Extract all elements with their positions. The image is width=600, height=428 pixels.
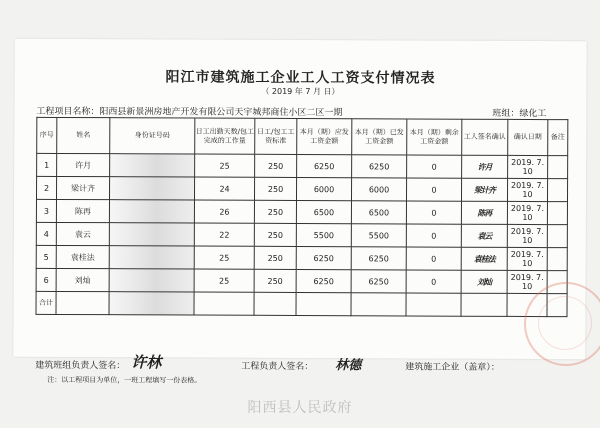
- cell-remark: [547, 202, 567, 225]
- cell-due: 6500: [296, 200, 351, 223]
- cell-rate: 250: [254, 223, 296, 246]
- table-row: [36, 176, 567, 201]
- cell-date: 2019. 7. 10: [507, 270, 547, 293]
- cell-signature: 梁计齐: [461, 178, 507, 201]
- cell-no: 4: [36, 222, 56, 245]
- table-row: [36, 199, 567, 224]
- cell-name: 袁云: [56, 222, 109, 245]
- cell-remain: 0: [407, 155, 462, 178]
- cell-days: 25: [194, 269, 254, 292]
- cell-remark: [548, 156, 568, 179]
- cell-due: 6250: [297, 154, 352, 177]
- cell-days: 22: [194, 223, 254, 246]
- table-total-row: [36, 291, 567, 316]
- cell-remain: 0: [406, 247, 461, 270]
- project-line: [36, 104, 342, 118]
- document-sheet: [13, 39, 586, 385]
- company-seal-stamp: [524, 282, 600, 366]
- cell-empty: [254, 292, 296, 315]
- cell-remark: [547, 225, 567, 248]
- cell-remain: 0: [406, 224, 461, 247]
- cell-empty: [461, 293, 507, 316]
- team-name: 绿化工: [519, 108, 547, 120]
- team-leader-signature: 许林: [131, 353, 162, 372]
- cell-days: 25: [194, 246, 254, 269]
- header-remark: 备注: [548, 120, 568, 156]
- table-row: [36, 268, 567, 293]
- cell-remain: 0: [406, 270, 461, 293]
- cell-empty: [351, 293, 406, 316]
- cell-paid: 6000: [351, 178, 406, 201]
- cell-due: 6250: [296, 269, 351, 292]
- team-label: 班组：: [492, 108, 520, 119]
- cell-name: 陈再: [56, 199, 109, 222]
- cell-empty: [194, 292, 254, 315]
- cell-total-label: 合计: [36, 291, 56, 314]
- header-due: 本月（期）应发工资金额: [297, 118, 352, 154]
- cell-signature: 许月: [462, 155, 508, 178]
- cell-name: 许月: [57, 153, 110, 176]
- project-label: 工程项目名称：: [36, 106, 100, 118]
- cell-rate: 250: [254, 246, 296, 269]
- cell-no: 6: [36, 268, 56, 291]
- cell-rate: 250: [255, 154, 297, 177]
- cell-date: 2019. 7. 10: [507, 247, 547, 270]
- wage-table: [35, 117, 568, 317]
- header-name: 姓名: [57, 117, 110, 153]
- cell-no: 1: [37, 153, 57, 176]
- cell-due: 6250: [296, 246, 351, 269]
- watermark-text: 阳西县人民政府: [247, 400, 353, 416]
- cell-paid: 6250: [351, 247, 406, 270]
- cell-no: 2: [36, 176, 56, 199]
- cell-days: 24: [194, 177, 254, 200]
- cell-days: 26: [194, 200, 254, 223]
- cell-id-redacted: [109, 292, 194, 315]
- header-rate: 日工/包工工资标准: [255, 118, 297, 154]
- cell-signature: 陈再: [461, 201, 507, 224]
- header-no: 序号: [37, 117, 57, 153]
- cell-remark: [547, 179, 567, 202]
- cell-id-redacted: [110, 154, 195, 177]
- cell-date: 2019. 7. 10: [507, 201, 547, 224]
- cell-signature: 袁桂法: [461, 247, 507, 270]
- cell-id-redacted: [109, 177, 194, 200]
- cell-no: 3: [36, 199, 56, 222]
- document-title: 阳江市建筑施工企业工人工资支付情况表: [165, 69, 436, 87]
- header-date: 确认日期: [508, 119, 548, 155]
- cell-rate: 250: [254, 200, 296, 223]
- header-id: 身份证号码: [110, 118, 195, 154]
- cell-remain: 0: [406, 201, 461, 224]
- cell-date: 2019. 7. 10: [508, 155, 548, 178]
- team-leader-label: 建筑班组负责人签名：: [35, 360, 126, 372]
- cell-empty: [406, 293, 461, 316]
- cell-signature: 刘灿: [461, 270, 507, 293]
- cell-date: 2019. 7. 10: [507, 178, 547, 201]
- cell-rate: 250: [254, 177, 296, 200]
- team-line: [492, 106, 546, 119]
- cell-id-redacted: [109, 269, 194, 292]
- cell-rate: 250: [254, 269, 296, 292]
- cell-id-redacted: [109, 223, 194, 246]
- cell-id-redacted: [109, 246, 194, 269]
- cell-due: 6000: [296, 177, 351, 200]
- cell-days: 25: [195, 154, 255, 177]
- cell-paid: 6250: [351, 270, 406, 293]
- header-remain: 本月（期）剩余工资金额: [407, 119, 462, 155]
- table-row: [37, 153, 568, 178]
- cell-name: 刘灿: [56, 268, 109, 291]
- cell-id-redacted: [109, 200, 194, 223]
- cell-due: 5500: [296, 223, 351, 246]
- cell-date: 2019. 7. 10: [507, 224, 547, 247]
- table-row: [36, 245, 567, 270]
- project-name: 阳西县新景洲房地产开发有限公司天宇城邦商住小区二区一期: [99, 107, 343, 119]
- header-paid: 本月（期）已发工资金额: [352, 119, 407, 155]
- cell-remark: [547, 248, 567, 271]
- cell-paid: 6500: [351, 201, 406, 224]
- project-manager-signature: 林德: [335, 358, 362, 374]
- cell-name: 袁桂法: [56, 245, 109, 268]
- cell-no: 5: [36, 245, 56, 268]
- footnote: 注：以工程项目为单位，一班工程填写一份表格。: [47, 375, 202, 385]
- header-days: 日工出勤天数/包工完成的工作量: [195, 118, 255, 154]
- document-period: （ 2019 年 7 月 日）: [261, 86, 340, 97]
- header-sign: 工人签名确认: [462, 119, 508, 155]
- cell-empty: [56, 291, 109, 314]
- seal-inner-ring: [538, 296, 592, 350]
- project-manager-label: 工程负责人签名：: [241, 361, 314, 373]
- cell-empty: [296, 292, 351, 315]
- cell-signature: 袁云: [461, 224, 507, 247]
- company-seal-label: 建筑施工企业（盖章）：: [405, 362, 500, 373]
- cell-paid: 5500: [351, 224, 406, 247]
- table-row: [36, 222, 567, 247]
- cell-remain: 0: [406, 178, 461, 201]
- cell-paid: 6250: [352, 155, 407, 178]
- cell-name: 梁计齐: [56, 176, 109, 199]
- table-header-row: [37, 117, 568, 155]
